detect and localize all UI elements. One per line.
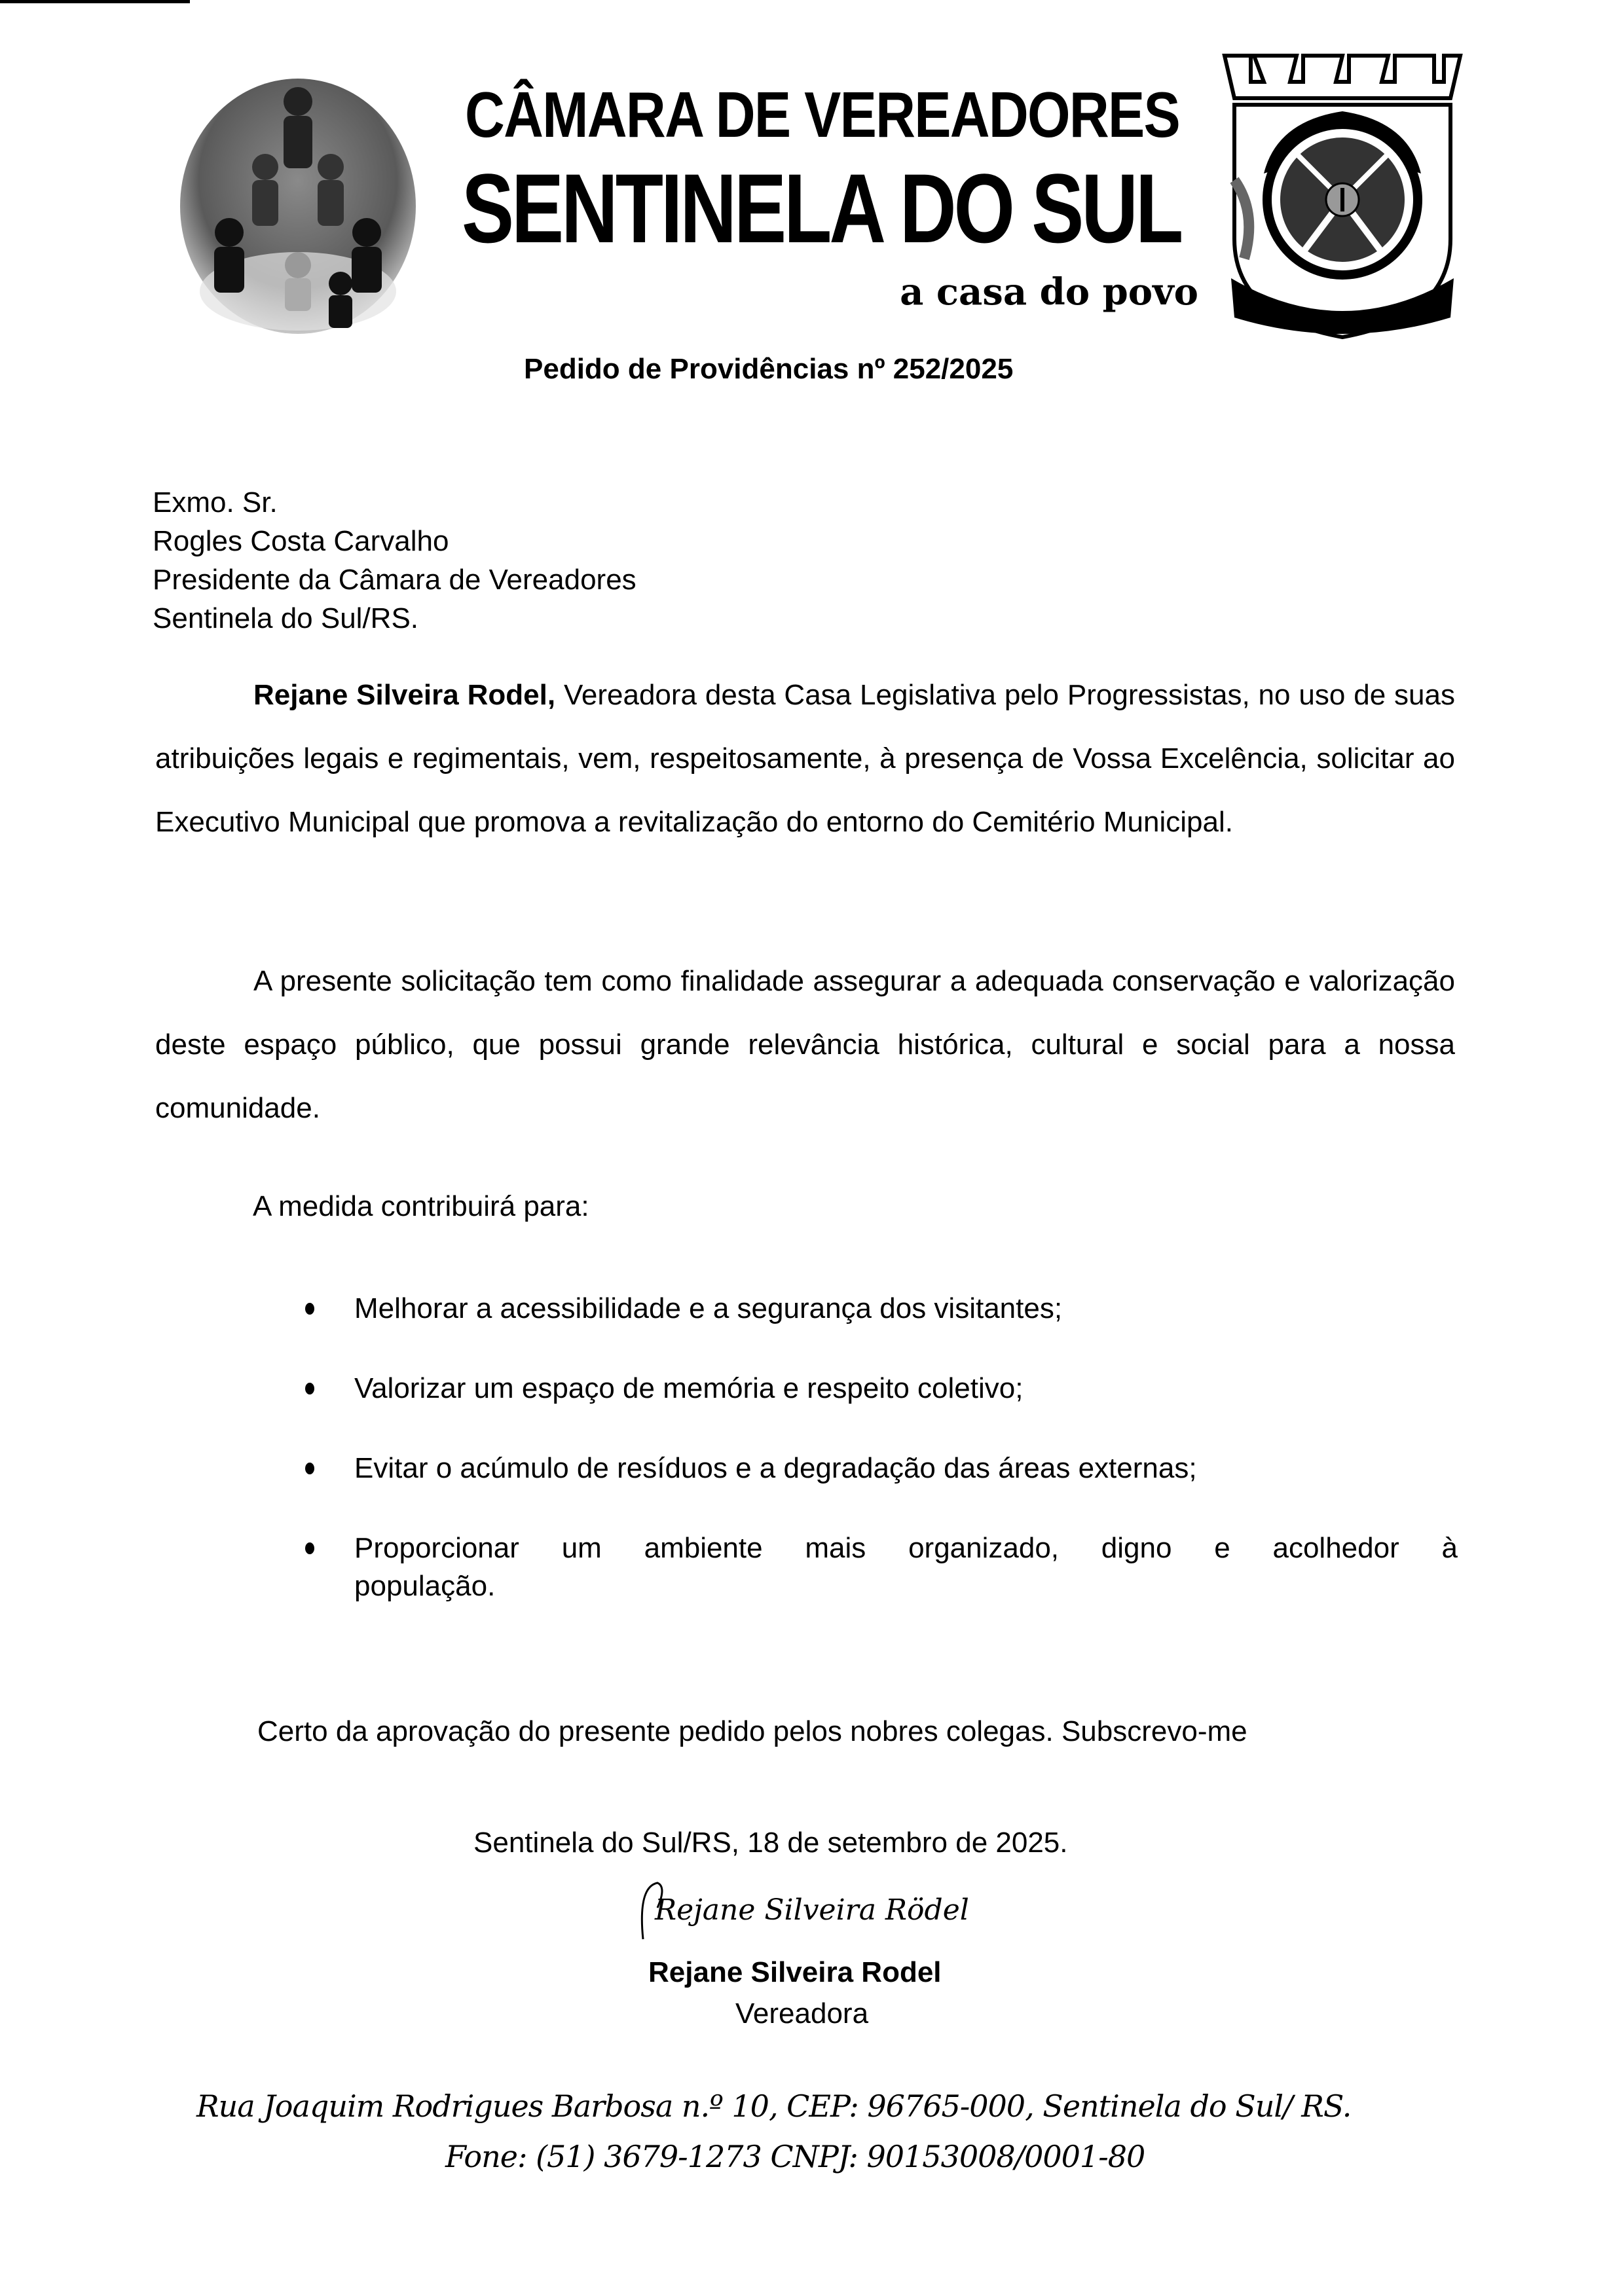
signatory-name: Rejane Silveira Rodel	[648, 1956, 942, 1988]
benefits-list	[305, 1290, 1458, 1647]
bullet-icon	[305, 1463, 314, 1474]
list-item	[305, 1449, 1458, 1487]
scan-edge-line	[0, 0, 190, 3]
body-paragraph-request	[155, 663, 1455, 854]
footer-contact: Fone: (51) 3679-1273 CNPJ: 90153008/0001-80	[445, 2139, 1145, 2174]
recipient-block	[153, 483, 637, 638]
recipient-salutation: Exmo. Sr.	[153, 486, 278, 519]
bullet-icon	[305, 1542, 314, 1554]
list-item-text: Valorizar um espaço de memória e respeito coletivo;	[354, 1372, 1024, 1404]
bullet-icon	[305, 1303, 314, 1315]
recipient-location: Sentinela do Sul/RS.	[153, 602, 419, 634]
header-tagline: a casa do povo	[900, 270, 1198, 314]
list-item	[305, 1370, 1458, 1408]
closing-sentence: Certo da aprovação do presente pedido pelos nobres colegas. Subscrevo-me	[257, 1715, 1247, 1747]
handwritten-signature-icon	[629, 1874, 1022, 1946]
footer-address: Rua Joaquim Rodrigues Barbosa n.º 10, CEP: 96765-000, Sentinela do Sul/ RS.	[196, 2088, 1352, 2124]
list-item	[305, 1290, 1458, 1328]
bullet-icon	[305, 1383, 314, 1394]
municipal-coat-of-arms-icon	[1218, 43, 1467, 344]
paragraph-text: Vereadora desta Casa Legislativa pelo Progressistas, no uso de suas atribuições legais e regimentais, vem, respeitosamente, à presença de Vossa Excelência, solicitar ao Executivo Municipal que promova a revitalização do entorno do Cemitério Municipal.	[155, 679, 1455, 838]
date-line: Sentinela do Sul/RS, 18 de setembro de 2025.	[473, 1827, 1068, 1859]
header-council-name: CÂMARA DE VEREADORES	[465, 79, 1180, 151]
list-item-text: Melhorar a acessibilidade e a segurança dos visitantes;	[354, 1292, 1063, 1324]
body-paragraph-intro-list: A medida contribuirá para:	[253, 1190, 589, 1222]
paragraph-text: A presente solicitação tem como finalidade assegurar a adequada conservação e valorização deste espaço público, que possui grande relevância histórica, cultural e social para a nossa comunidade.	[155, 965, 1455, 1124]
recipient-position: Presidente da Câmara de Vereadores	[153, 564, 637, 596]
signatory-role: Vereadora	[735, 1997, 869, 2030]
list-item	[305, 1529, 1458, 1605]
list-item-text-continued: população.	[354, 1570, 496, 1602]
signature-text: Rejane Silveira Rödel	[655, 1893, 969, 1927]
list-item-text: Evitar o acúmulo de resíduos e a degradação das áreas externas;	[354, 1452, 1197, 1484]
list-item-text: Proporcionar um ambiente mais organizado, digno e acolhedor à	[354, 1532, 1458, 1564]
author-name-bold: Rejane Silveira Rodel,	[253, 679, 556, 711]
recipient-name: Rogles Costa Carvalho	[153, 525, 449, 557]
document-title: Pedido de Providências nº 252/2025	[524, 353, 1014, 385]
council-people-logo-icon	[167, 75, 429, 337]
header-city-name: SENTINELA DO SUL	[462, 153, 1181, 263]
body-paragraph-purpose	[155, 949, 1455, 1140]
